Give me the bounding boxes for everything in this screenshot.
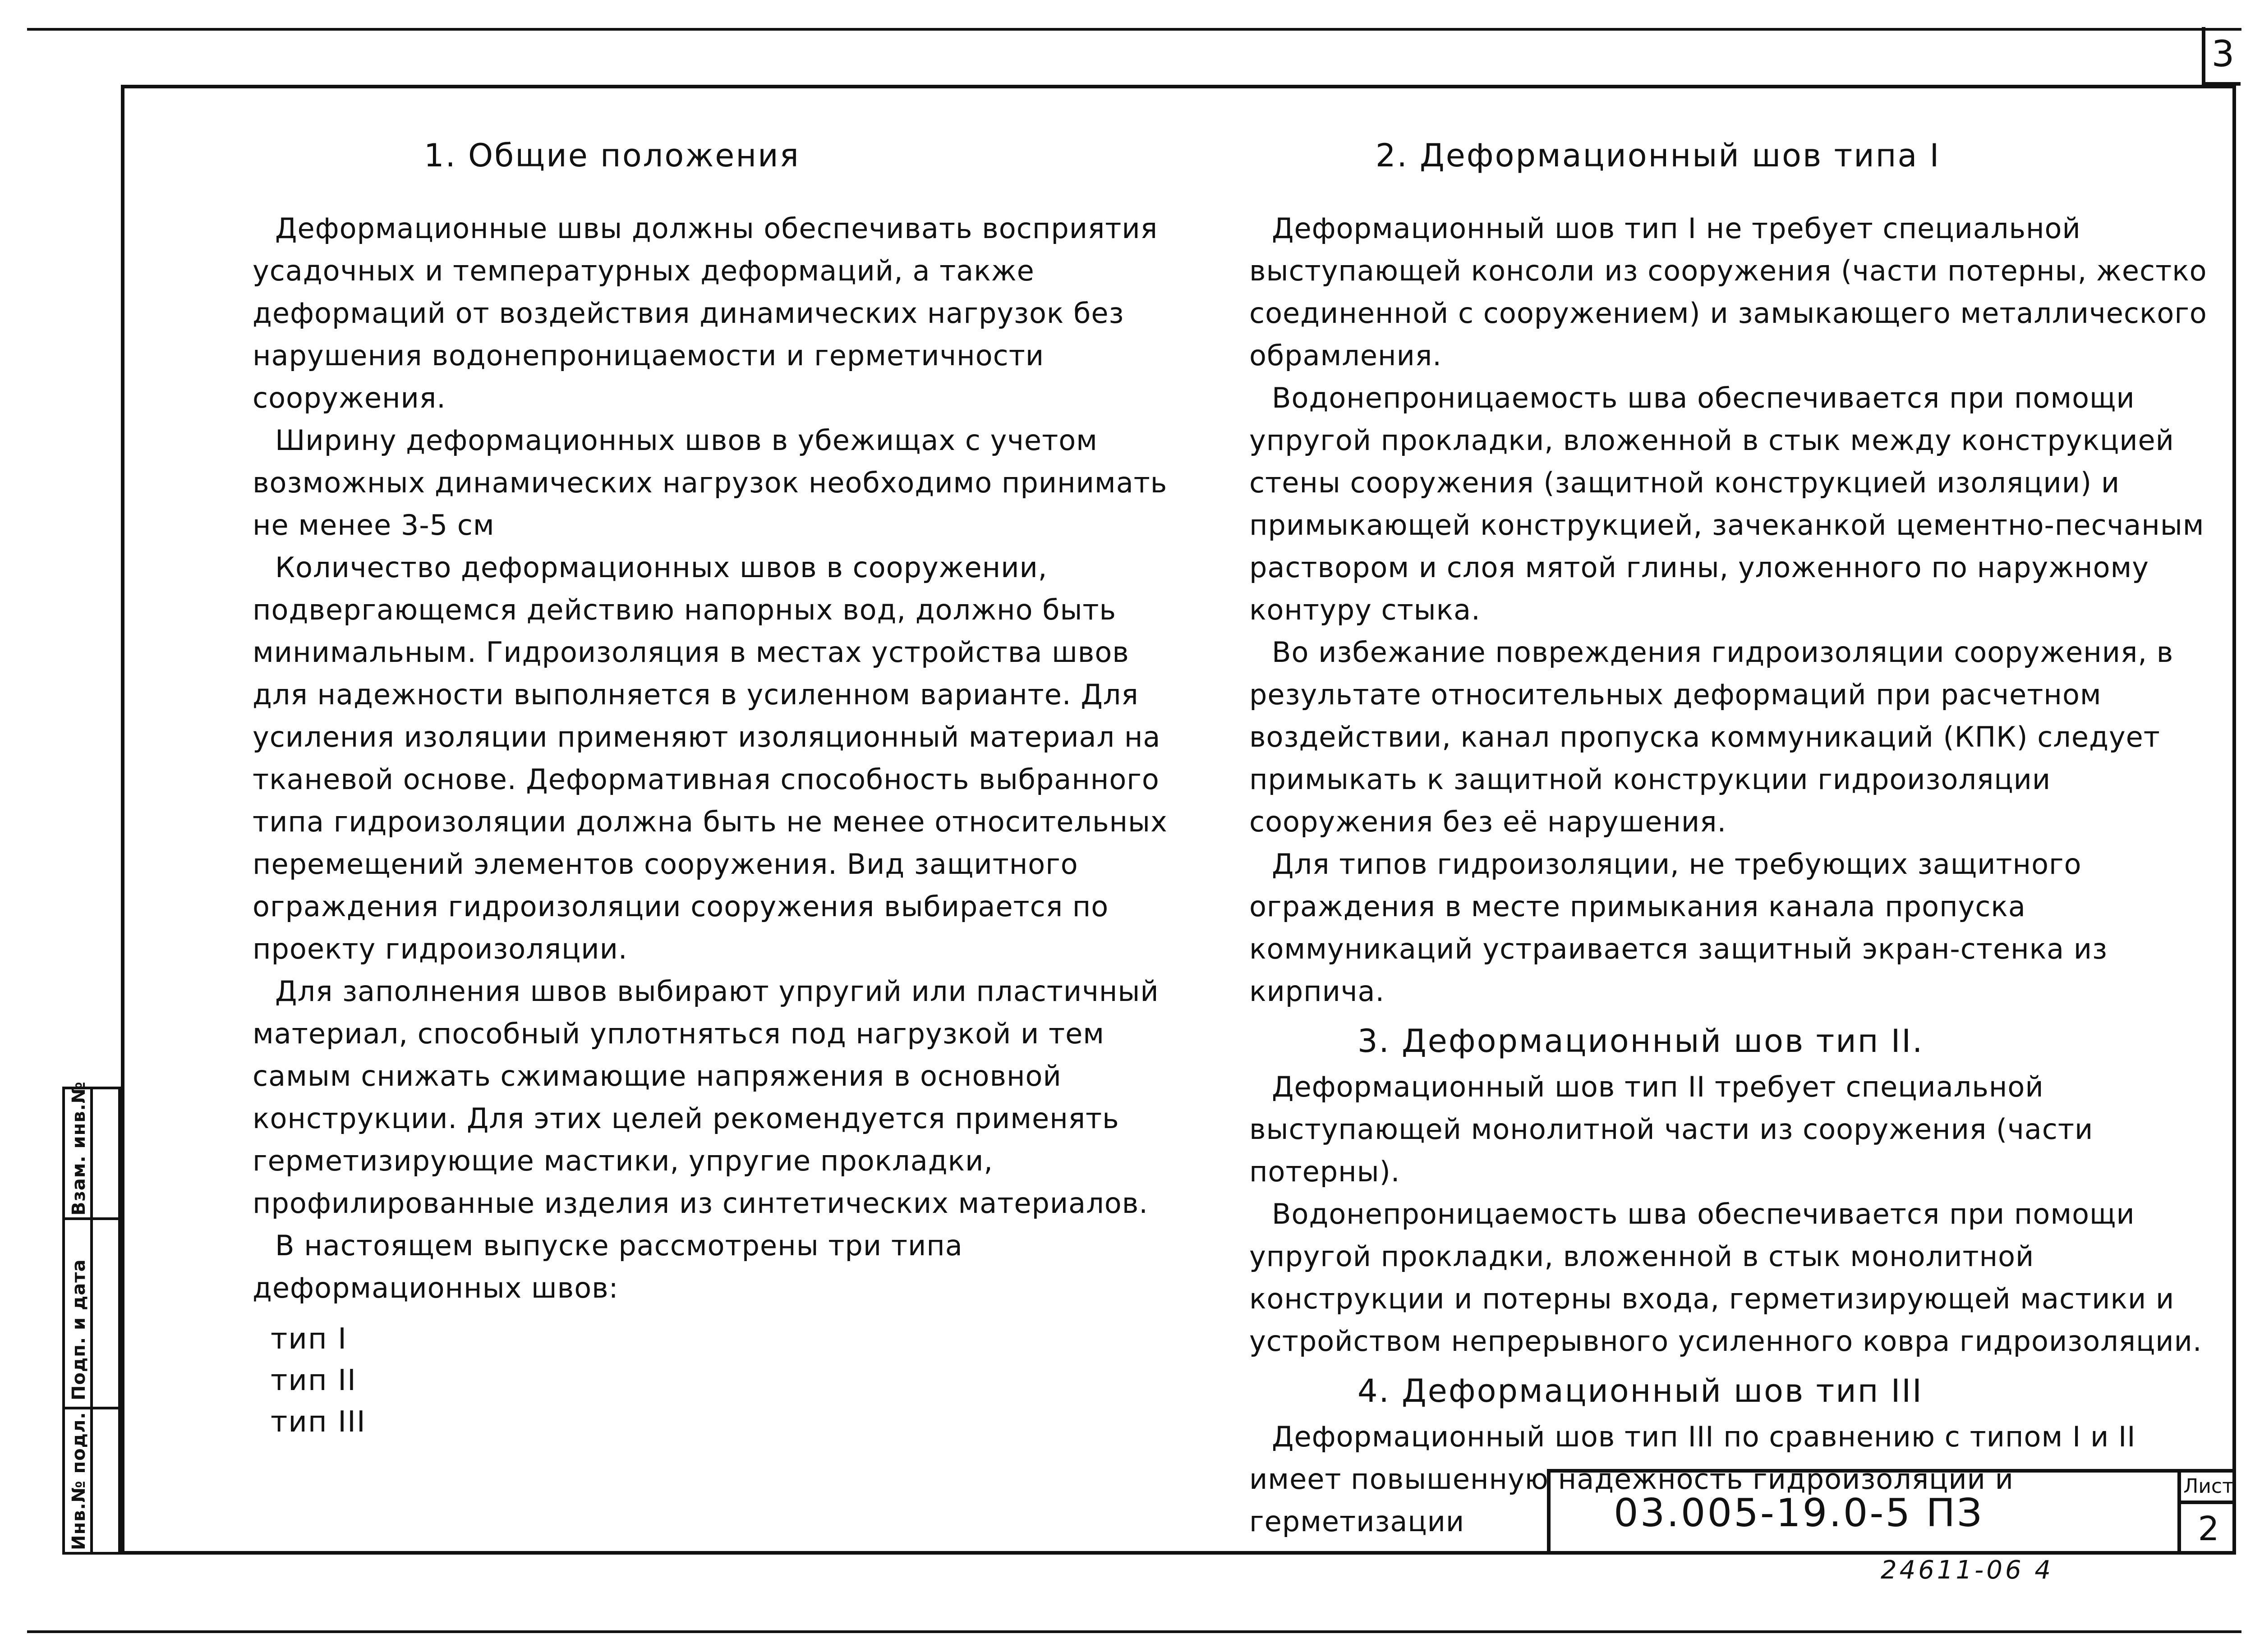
sheet-cell — [2177, 1473, 2236, 1555]
archive-number: 24611-06 4 — [1881, 1556, 2054, 1585]
sidebar-row-vzam — [65, 1081, 90, 1220]
joint-type-item: тип III — [271, 1405, 366, 1439]
title-stamp — [1547, 1469, 2236, 1555]
sidebar-row-inv — [65, 1409, 90, 1555]
sheet-value: 2 — [2198, 1510, 2219, 1548]
joint-type-item: тип I — [271, 1322, 347, 1356]
paragraph: Деформационный шов тип II требует специальной выступающей монолитной части из сооружения (части потерны). — [1249, 1070, 2094, 1188]
section-heading-type-3: 4. Деформационный шов тип III — [1358, 1372, 1923, 1409]
section-heading-type-2: 3. Деформационный шов тип II. — [1358, 1023, 1924, 1060]
sheet-label: Лист — [2181, 1473, 2236, 1504]
sidebar-label-inv: Инв.№ подл. — [69, 1412, 89, 1550]
joint-types-list — [253, 1318, 1191, 1443]
sheet-number: 3 — [2211, 33, 2235, 75]
sidebar-label-podp: Подп. и дата — [69, 1259, 89, 1400]
sidebar-values-column — [93, 1089, 118, 1552]
sidebar-label-vzam: Взам. инв.№ — [69, 1081, 89, 1216]
sidebar-cell — [93, 1089, 118, 1220]
paragraph: Водонепроницаемость шва обеспечивается при помощи упругой прокладки, вложенной в стык монолитной конструкции и потерны входа, герметизирующей мастики и устройством непрерывного усиленного ковра гидроизоляции. — [1249, 1198, 2202, 1358]
document-code: 03.005-19.0-5 ПЗ — [1614, 1491, 1984, 1536]
paragraph: В настоящем выпуске рассмотрены три типа деформационных швов: — [253, 1229, 963, 1304]
paragraph: Ширину деформационных швов в убежищах с учетом возможных динамических нагрузок необходимо принимать не менее 3-5 см — [253, 424, 1168, 541]
paragraph: Для типов гидроизоляции, не требующих защитного ограждения в месте примыкания канала пропуска коммуникаций устраивается защитный экран-стенка из кирпича. — [1249, 848, 2108, 1008]
paragraph: Для заполнения швов выбирают упругий или пластичный материал, способный уплотняться под нагрузкой и тем самым снижать сжимающие напряжения в основной конструкции. Для этих целей рекомендуется применять герметизирующие мастики, упругие прокладки, профилированные изделия из синтетических материалов. — [253, 975, 1159, 1220]
paragraph: Во избежание повреждения гидроизоляции сооружения, в результате относительных деформаций при расчетном воздействии, канал пропуска коммуникаций (КПК) следует примыкать к защитной конструкции гидроизоляции сооружения без её нарушения. — [1249, 636, 2174, 838]
sidebar-labels-column — [65, 1081, 93, 1552]
sheet-number-box — [2202, 27, 2241, 86]
left-column — [253, 135, 1191, 1443]
sidebar-row-podp — [65, 1220, 90, 1409]
paragraph: Деформационные швы должны обеспечивать восприятия усадочных и температурных деформаций, а также деформаций от воздействия динамических нагрузок без нарушения водонепроницаемости и герметичности сооружения. — [253, 212, 1158, 414]
paragraph: Деформационный шов тип I не требует специальной выступающей консоли из сооружения (части потерны, жестко соединенной с сооружением) и замыкающего металлического обрамления. — [1249, 212, 2207, 372]
sidebar-stamp — [62, 1081, 121, 1555]
paragraph: Количество деформационных швов в сооружении, подвергающемся действию напорных вод, должно быть минимальным. Гидроизоляция в местах устройства швов для надежности выполняется в усиленном варианте. Для усиления изоляции применяют изоляционный материал на тканевой основе. Деформативная способность выбранного типа гидроизоляции должна быть не менее относительных перемещений элементов сооружения. Вид защитного ограждения гидроизоляции сооружения выбирается по проекту гидроизоляции. — [253, 551, 1168, 965]
bottom-border-line — [27, 1630, 2241, 1633]
section-heading-general: 1. Общие положения — [424, 137, 800, 174]
right-column — [1249, 135, 2228, 1543]
paragraph: Водонепроницаемость шва обеспечивается при помощи упругой прокладки, вложенной в стык между конструкцией стены сооружения (защитной конструкцией изоляции) и примыкающей конструкцией, зачеканкой цементно-песчаным раствором и слоя мятой глины, уложенного по наружному контуру стыка. — [1249, 381, 2204, 626]
joint-type-item: тип II — [271, 1364, 357, 1397]
top-border-line — [27, 28, 2241, 31]
sidebar-cell — [93, 1220, 118, 1409]
section-heading-type-1: 2. Деформационный шов типа I — [1376, 137, 1941, 174]
paragraph: Деформационный шов тип III по сравнению с типом I и II имеет повышенную надежность гидроизоляции и герметизации — [1249, 1420, 2136, 1538]
